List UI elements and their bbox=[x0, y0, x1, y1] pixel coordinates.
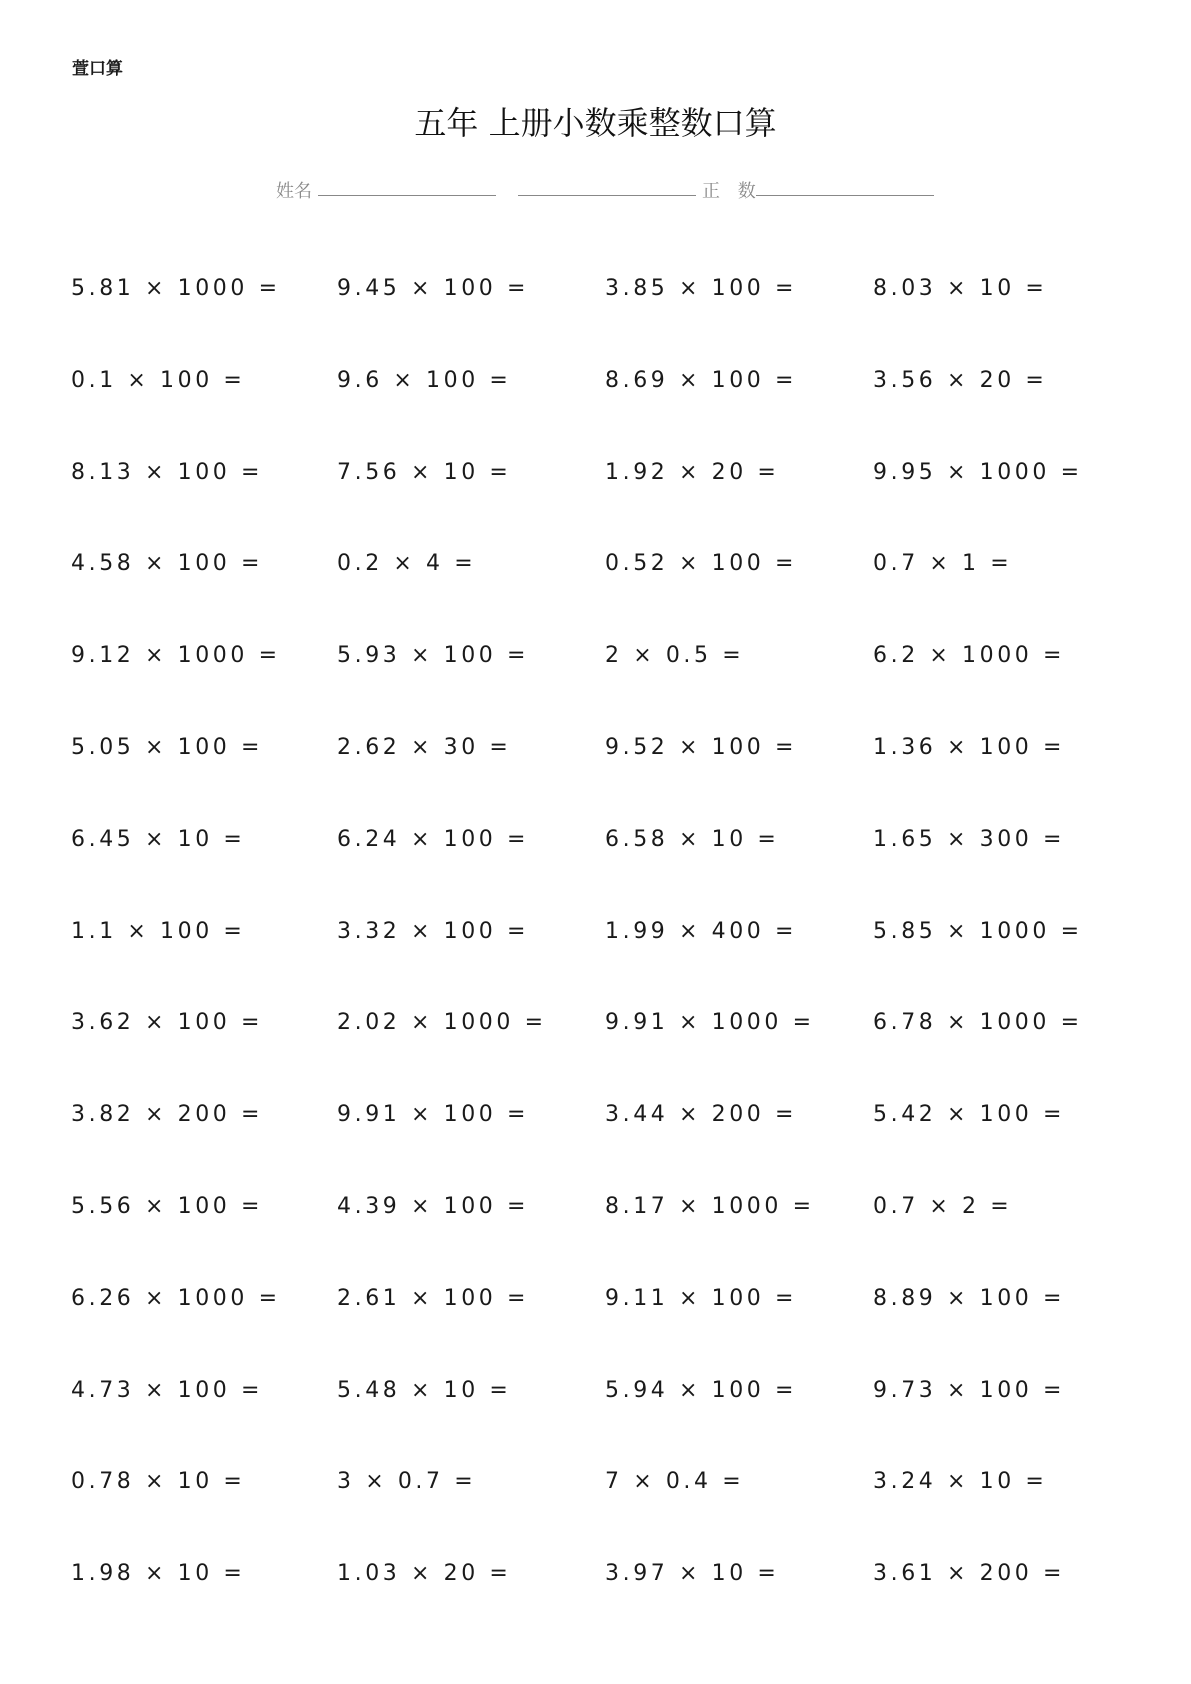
problem-cell: 4.58 × 100 = bbox=[71, 551, 264, 577]
problem-cell: 8.89 × 100 = bbox=[873, 1285, 1066, 1311]
problem-cell: 6.2 × 1000 = bbox=[873, 643, 1066, 669]
problem-row bbox=[71, 907, 1151, 999]
problem-cell: 9.95 × 1000 = bbox=[873, 459, 1083, 485]
problem-row bbox=[71, 356, 1151, 448]
problem-cell: 3.24 × 10 = bbox=[873, 1469, 1048, 1495]
problem-cell: 3.97 × 10 = bbox=[605, 1561, 780, 1587]
problem-cell: 6.78 × 1000 = bbox=[873, 1010, 1083, 1036]
problem-cell: 0.1 × 100 = bbox=[71, 367, 246, 393]
problem-cell: 1.98 × 10 = bbox=[71, 1561, 246, 1587]
problem-cell: 3.32 × 100 = bbox=[337, 918, 530, 944]
problem-cell: 6.58 × 10 = bbox=[605, 826, 780, 852]
problem-cell: 5.56 × 100 = bbox=[71, 1193, 264, 1219]
problem-cell: 6.24 × 100 = bbox=[337, 826, 530, 852]
problem-cell: 2.02 × 1000 = bbox=[337, 1010, 547, 1036]
problem-cell: 9.91 × 1000 = bbox=[605, 1010, 815, 1036]
problem-cell: 6.45 × 10 = bbox=[71, 826, 246, 852]
problem-cell: 7.56 × 10 = bbox=[337, 459, 512, 485]
problem-cell: 1.1 × 100 = bbox=[71, 918, 246, 944]
problem-cell: 9.45 × 100 = bbox=[337, 276, 530, 301]
problem-cell: 5.85 × 1000 = bbox=[873, 918, 1083, 944]
problem-cell: 3.85 × 100 = bbox=[605, 276, 798, 301]
problem-cell: 5.42 × 100 = bbox=[873, 1102, 1066, 1128]
problem-cell: 5.48 × 10 = bbox=[337, 1377, 512, 1403]
problem-cell: 3.62 × 100 = bbox=[71, 1010, 264, 1036]
blank-line bbox=[518, 195, 696, 196]
problem-grid bbox=[71, 264, 1151, 1641]
problem-cell: 6.26 × 1000 = bbox=[71, 1285, 281, 1311]
problem-cell: 8.03 × 10 = bbox=[873, 276, 1048, 301]
problem-row bbox=[71, 723, 1151, 815]
worksheet-source-label: 萱口算 bbox=[72, 59, 123, 79]
name-blank-line bbox=[318, 195, 496, 196]
problem-row bbox=[71, 631, 1151, 723]
problem-cell: 3.82 × 200 = bbox=[71, 1102, 264, 1128]
problem-cell: 9.11 × 100 = bbox=[605, 1285, 798, 1311]
problem-cell: 3.56 × 20 = bbox=[873, 367, 1048, 393]
problem-cell: 1.92 × 20 = bbox=[605, 459, 780, 485]
problem-row bbox=[71, 448, 1151, 540]
problem-cell: 4.73 × 100 = bbox=[71, 1377, 264, 1403]
problem-row bbox=[71, 815, 1151, 907]
problem-cell: 0.78 × 10 = bbox=[71, 1469, 246, 1495]
problem-row bbox=[71, 539, 1151, 631]
problem-cell: 0.7 × 2 = bbox=[873, 1193, 1013, 1219]
problem-row bbox=[71, 264, 1151, 356]
name-label: 姓名 bbox=[276, 181, 312, 202]
problem-cell: 9.12 × 1000 = bbox=[71, 643, 281, 669]
page-title: 五年 上册小数乘整数口算 bbox=[414, 104, 777, 142]
problem-cell: 1.65 × 300 = bbox=[873, 826, 1066, 852]
problem-cell: 5.81 × 1000 = bbox=[71, 276, 281, 301]
problem-cell: 1.99 × 400 = bbox=[605, 918, 798, 944]
problem-cell: 9.6 × 100 = bbox=[337, 367, 512, 393]
problem-cell: 9.52 × 100 = bbox=[605, 734, 798, 760]
student-info-row bbox=[0, 176, 1191, 206]
problem-cell: 8.13 × 100 = bbox=[71, 459, 264, 485]
problem-row bbox=[71, 1090, 1151, 1182]
problem-cell: 4.39 × 100 = bbox=[337, 1193, 530, 1219]
problem-cell: 0.2 × 4 = bbox=[337, 551, 477, 577]
problem-cell: 7 × 0.4 = bbox=[605, 1469, 745, 1495]
score-blank-line bbox=[756, 195, 934, 196]
problem-cell: 8.17 × 1000 = bbox=[605, 1193, 815, 1219]
score-label: 正 数 bbox=[702, 181, 762, 202]
problem-cell: 5.94 × 100 = bbox=[605, 1377, 798, 1403]
problem-row bbox=[71, 1366, 1151, 1458]
problem-cell: 2.62 × 30 = bbox=[337, 734, 512, 760]
problem-row bbox=[71, 1182, 1151, 1274]
problem-cell: 1.36 × 100 = bbox=[873, 734, 1066, 760]
problem-cell: 8.69 × 100 = bbox=[605, 367, 798, 393]
problem-cell: 5.05 × 100 = bbox=[71, 734, 264, 760]
problem-cell: 9.91 × 100 = bbox=[337, 1102, 530, 1128]
problem-cell: 0.7 × 1 = bbox=[873, 551, 1013, 577]
problem-cell: 1.03 × 20 = bbox=[337, 1561, 512, 1587]
problem-row bbox=[71, 1457, 1151, 1549]
problem-cell: 2.61 × 100 = bbox=[337, 1285, 530, 1311]
problem-cell: 9.73 × 100 = bbox=[873, 1377, 1066, 1403]
problem-row bbox=[71, 998, 1151, 1090]
problem-cell: 3.44 × 200 = bbox=[605, 1102, 798, 1128]
problem-row bbox=[71, 1274, 1151, 1366]
problem-cell: 3 × 0.7 = bbox=[337, 1469, 477, 1495]
problem-cell: 2 × 0.5 = bbox=[605, 643, 745, 669]
problem-cell: 5.93 × 100 = bbox=[337, 643, 530, 669]
problem-cell: 0.52 × 100 = bbox=[605, 551, 798, 577]
problem-cell: 3.61 × 200 = bbox=[873, 1561, 1066, 1587]
problem-row bbox=[71, 1549, 1151, 1641]
